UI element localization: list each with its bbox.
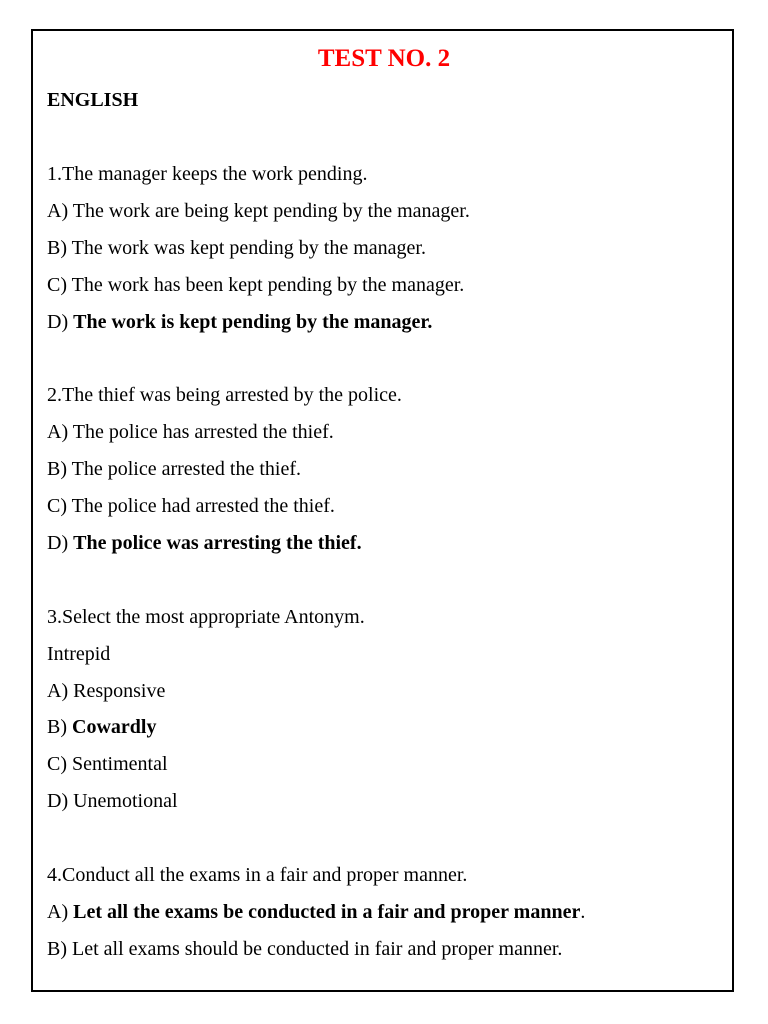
question-3-option-b-answer [47,714,156,740]
question-3-option-a [47,678,165,704]
option-letter: B) [47,716,67,738]
question-4-option-a-answer [47,899,585,925]
option-text: Sentimental [72,753,168,775]
question-2-option-b [47,456,301,482]
option-letter: D) [47,311,69,333]
question-2-option-c [47,493,335,519]
subject-heading: ENGLISH [47,89,139,111]
test-title: TEST NO. 2 [317,45,451,72]
question-1-option-b [47,235,426,261]
option-letter: A) [47,680,69,702]
option-letter: D) [47,532,69,554]
option-letter: A) [47,421,69,443]
option-letter: C) [47,274,67,296]
question-1-option-d-answer [47,309,432,335]
option-text: Responsive [73,680,166,702]
correct-answer-text: The work is kept pending by the manager. [73,311,433,333]
option-letter: C) [47,753,67,775]
option-letter: B) [47,237,67,259]
option-text: Unemotional [73,790,178,812]
question-3-option-c [47,751,168,777]
question-1-option-a [47,198,470,224]
question-3-option-d [47,788,178,814]
option-text: The work has been kept pending by the manager. [71,274,465,296]
correct-answer-text: The police was arresting the thief. [73,532,362,554]
option-letter: B) [47,458,67,480]
question-4-option-b [47,936,562,962]
correct-answer-text: Cowardly [72,716,157,738]
question-3-word: Intrepid [47,643,111,665]
option-text: The work are being kept pending by the manager. [72,200,470,222]
option-text: Let all exams should be conducted in fair and proper manner. [72,938,563,960]
option-text: The police had arrested the thief. [71,495,335,517]
question-2-stem: 2.The thief was being arrested by the police. [47,384,402,406]
question-1-option-c [47,272,464,298]
option-text: The police arrested the thief. [71,458,301,480]
option-letter: D) [47,790,69,812]
question-3-stem: 3.Select the most appropriate Antonym. [47,606,365,628]
option-text: The work was kept pending by the manager. [71,237,426,259]
option-letter: A) [47,200,69,222]
option-letter: C) [47,495,67,517]
question-1-stem: 1.The manager keeps the work pending. [47,163,368,185]
question-4-stem: 4.Conduct all the exams in a fair and proper manner. [47,864,468,886]
option-text: The police has arrested the thief. [72,421,334,443]
question-2-option-d-answer [47,530,362,556]
option-suffix: . [580,901,586,923]
option-letter: B) [47,938,67,960]
question-2-option-a [47,419,334,445]
option-letter: A) [47,901,69,923]
correct-answer-text: Let all the exams be conducted in a fair and proper manner [73,901,581,923]
